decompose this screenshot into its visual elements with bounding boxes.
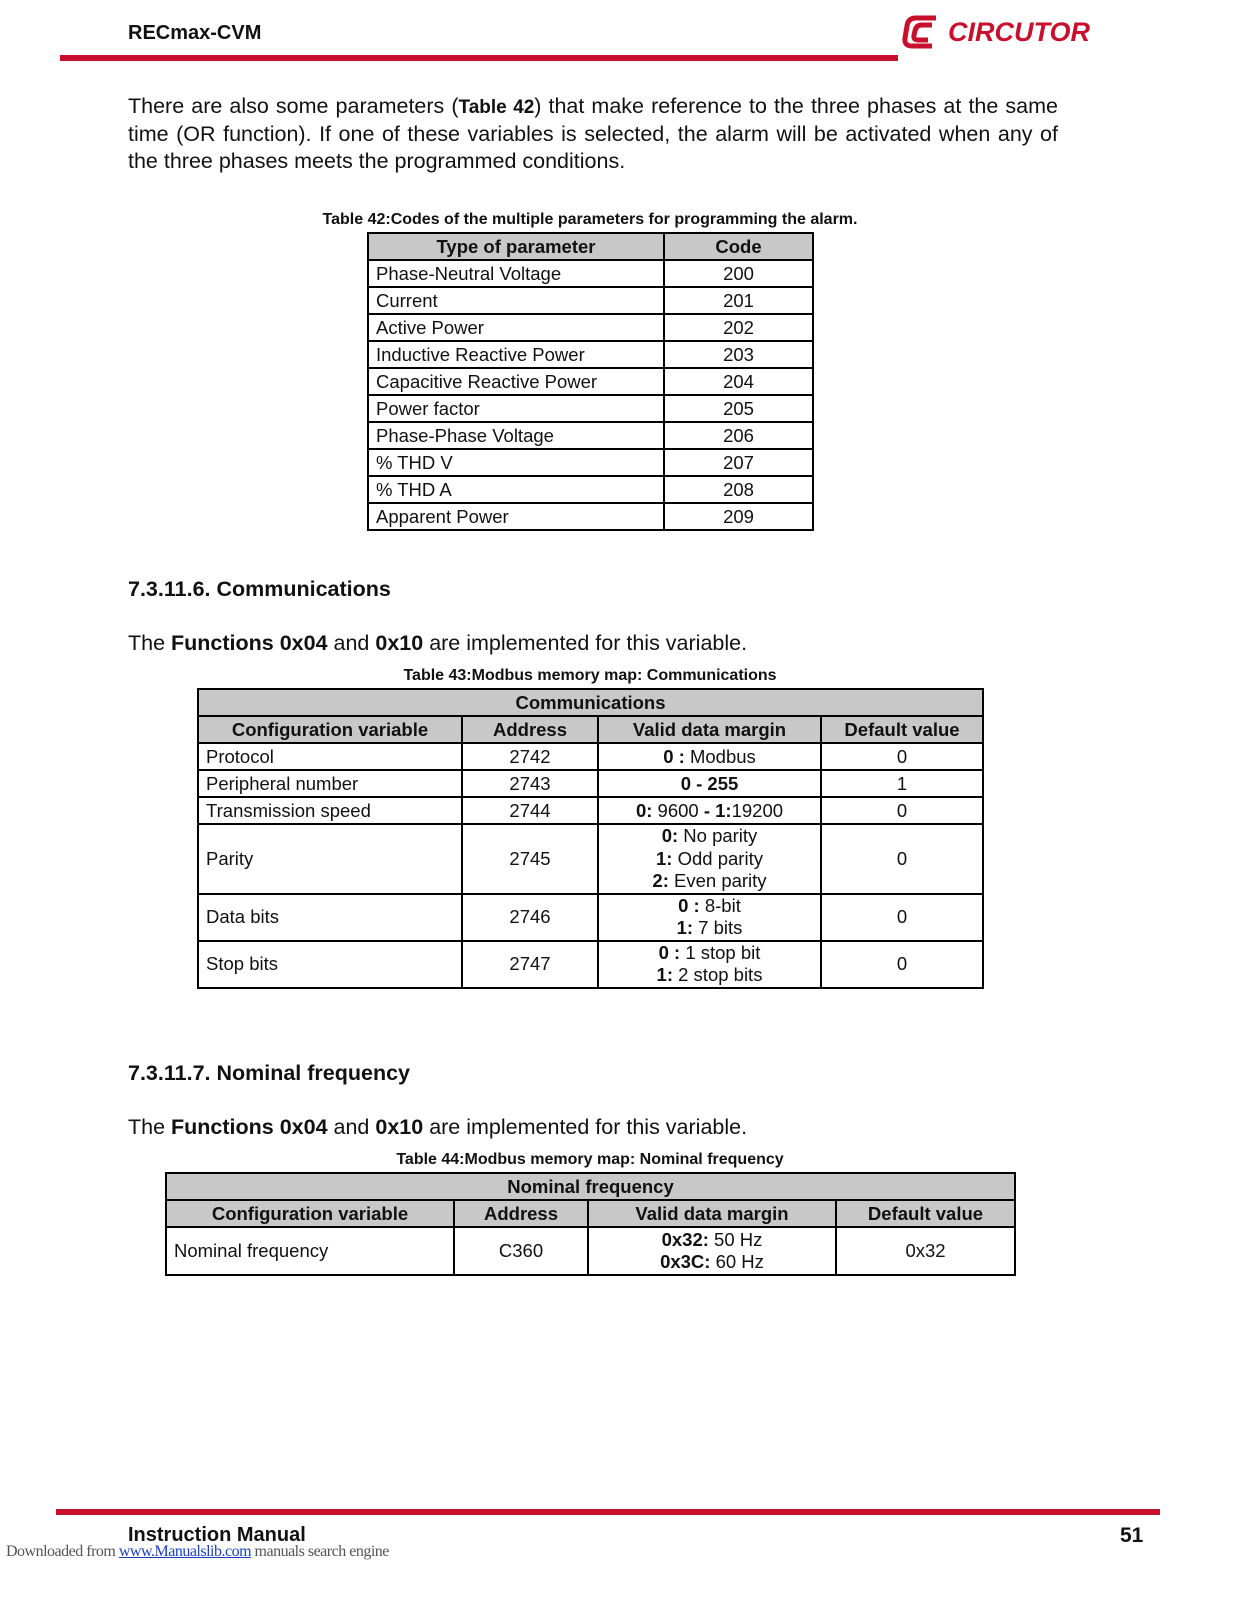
table-cell: 0 - 255: [598, 770, 821, 797]
table-cell: 208: [664, 476, 813, 503]
intro-paragraph: There are also some parameters (Table 42) that make reference to the three phases at the same time (OR function). If one of these variables is selected, the alarm will be activated when any of the three phases meets the programmed conditions.: [128, 94, 1058, 173]
table-cell: Data bits: [198, 894, 462, 941]
table-cell: Phase-Neutral Voltage: [368, 260, 664, 287]
table43-group-header: Communications: [198, 689, 983, 716]
table-row: [166, 1227, 1015, 1275]
table-cell: 0 : Modbus: [598, 743, 821, 770]
table-cell: 205: [664, 395, 813, 422]
logo-wordmark: CIRCUTOR: [948, 17, 1091, 47]
table42-header-code: Code: [664, 233, 813, 260]
table42-header-type: Type of parameter: [368, 233, 664, 260]
table-cell: 0 : 8-bit 1: 7 bits: [598, 894, 821, 941]
table-cell: Current: [368, 287, 664, 314]
nominal-frequency-functions-text: The Functions 0x04 and 0x10 are implemented for this variable.: [128, 1115, 748, 1139]
table-cell: 2747: [462, 941, 598, 988]
table-cell: Peripheral number: [198, 770, 462, 797]
table-cell: 0: [821, 824, 983, 894]
table-row: [198, 824, 983, 894]
table-cell: 2742: [462, 743, 598, 770]
table-cell: Apparent Power: [368, 503, 664, 530]
table-row: [198, 743, 983, 770]
table-cell: C360: [454, 1227, 588, 1275]
table-cell: 0x32: [836, 1227, 1015, 1275]
table44: [165, 1172, 1016, 1276]
table-cell: 2744: [462, 797, 598, 824]
table-cell: 0x32: 50 Hz 0x3C: 60 Hz: [588, 1227, 836, 1275]
table-cell: 2745: [462, 824, 598, 894]
table-row: [368, 395, 813, 422]
section-heading-communications: 7.3.11.6. Communications: [128, 577, 391, 601]
table-row: [368, 422, 813, 449]
table43-header-margin: Valid data margin: [598, 716, 821, 743]
table43-header-variable: Configuration variable: [198, 716, 462, 743]
table-cell: 2746: [462, 894, 598, 941]
table-row: [198, 797, 983, 824]
table-row: [368, 476, 813, 503]
table-cell: 0: [821, 797, 983, 824]
table-row: [368, 341, 813, 368]
table44-header-margin: Valid data margin: [588, 1200, 836, 1227]
circutor-logo-icon: [902, 10, 1112, 54]
table-row: [368, 260, 813, 287]
table-cell: 0: [821, 743, 983, 770]
table-cell: 0: 9600 - 1:19200: [598, 797, 821, 824]
table44-header-address: Address: [454, 1200, 588, 1227]
table44-group-header: Nominal frequency: [166, 1173, 1015, 1200]
footer-rule: [56, 1509, 1160, 1515]
table-row: [368, 287, 813, 314]
table-cell: Active Power: [368, 314, 664, 341]
table-cell: Transmission speed: [198, 797, 462, 824]
table-cell: % THD V: [368, 449, 664, 476]
table-cell: 207: [664, 449, 813, 476]
table-cell: 209: [664, 503, 813, 530]
table-row: [368, 368, 813, 395]
table-cell: 206: [664, 422, 813, 449]
table42-caption: Table 42:Codes of the multiple parameters for programming the alarm.: [322, 211, 858, 228]
table-cell: 0 : 1 stop bit 1: 2 stop bits: [598, 941, 821, 988]
table-cell: Power factor: [368, 395, 664, 422]
footer-manual-label: Instruction Manual: [128, 1524, 306, 1546]
table-row: [198, 894, 983, 941]
document-title: RECmax-CVM: [128, 22, 262, 44]
table43-header-default: Default value: [821, 716, 983, 743]
table42: [367, 232, 814, 531]
table44-header-default: Default value: [836, 1200, 1015, 1227]
page-number: 51: [1120, 1524, 1144, 1547]
table-cell: Protocol: [198, 743, 462, 770]
table-cell: % THD A: [368, 476, 664, 503]
table-row: [368, 503, 813, 530]
table-cell: 2743: [462, 770, 598, 797]
table-cell: 0: [821, 894, 983, 941]
table-row: [368, 314, 813, 341]
table-cell: 204: [664, 368, 813, 395]
header-rule: [60, 55, 898, 61]
table-cell: 0: No parity 1: Odd parity 2: Even parity: [598, 824, 821, 894]
circutor-logo: [902, 10, 1112, 54]
table-cell: Nominal frequency: [166, 1227, 454, 1275]
table-row: [368, 449, 813, 476]
table43-caption: Table 43:Modbus memory map: Communications: [403, 667, 777, 684]
table-cell: 203: [664, 341, 813, 368]
table-ref: Table 42: [458, 97, 535, 118]
table43-header-address: Address: [462, 716, 598, 743]
table-cell: Capacitive Reactive Power: [368, 368, 664, 395]
table-cell: Inductive Reactive Power: [368, 341, 664, 368]
table44-caption: Table 44:Modbus memory map: Nominal frequency: [396, 1151, 784, 1168]
table-row: [198, 770, 983, 797]
download-notice: Downloaded from www.Manualslib.com manuals search engine: [6, 1543, 389, 1560]
table-cell: 0: [821, 941, 983, 988]
table-cell: 201: [664, 287, 813, 314]
section-heading-nominal-frequency: 7.3.11.7. Nominal frequency: [128, 1061, 411, 1085]
manualslib-link[interactable]: www.Manualslib.com: [118, 1543, 252, 1560]
table-cell: 200: [664, 260, 813, 287]
table44-header-variable: Configuration variable: [166, 1200, 454, 1227]
table-cell: 1: [821, 770, 983, 797]
table43: [197, 688, 984, 989]
table-cell: Phase-Phase Voltage: [368, 422, 664, 449]
table-cell: 202: [664, 314, 813, 341]
table-row: [198, 941, 983, 988]
communications-functions-text: The Functions 0x04 and 0x10 are implemented for this variable.: [128, 631, 748, 655]
table-cell: Stop bits: [198, 941, 462, 988]
table-cell: Parity: [198, 824, 462, 894]
